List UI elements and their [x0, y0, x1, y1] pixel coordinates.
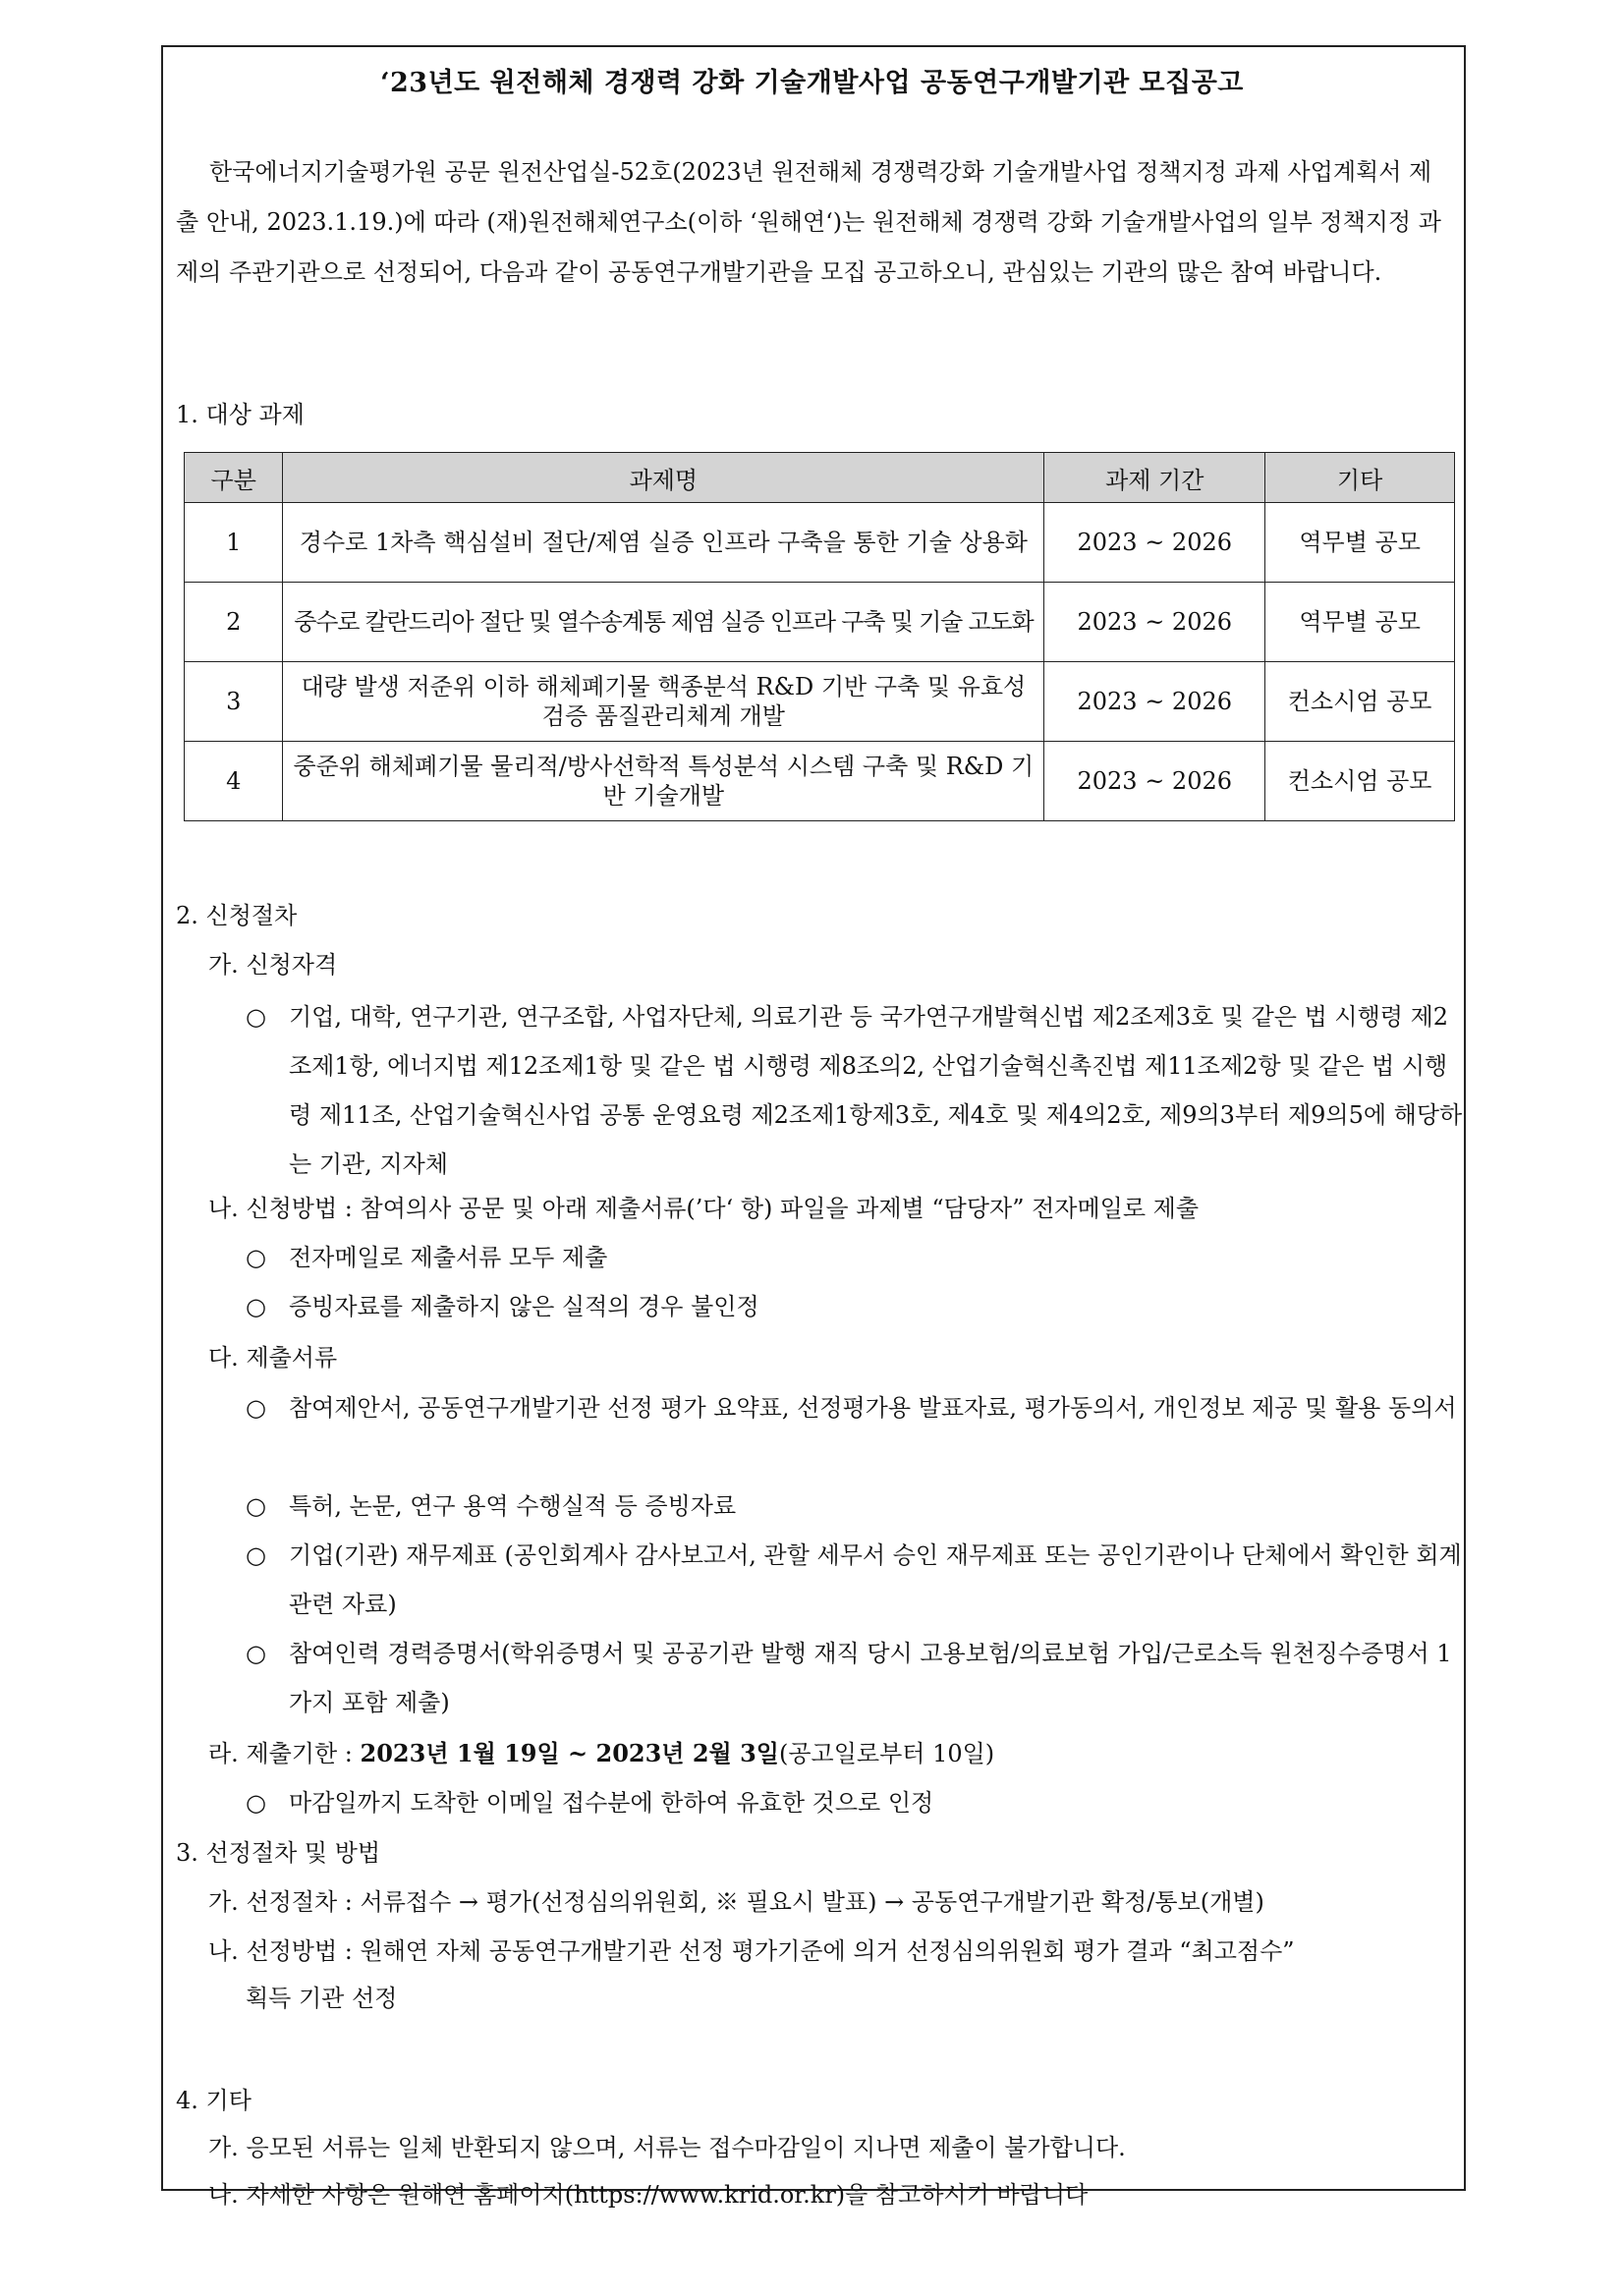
method-bullet-1 [246, 1233, 1464, 1282]
deadline-label: 라. 제출기한 : [208, 1740, 361, 1767]
cell-no: 3 [185, 662, 283, 742]
intro-paragraph: 한국에너지기술평가원 공문 원전산업실-52호(2023년 원전해체 경쟁력강화 기술개발사업 정책지정 과제 사업계획서 제출 안내, 2023.1.19.)에 따라 (재)원전해체연구소(이하 ‘원해연‘)는 원전해체 경쟁력 강화 기술개발사업의 일부 정책지정 과제의 주관기관으로 선정되어, 다음과 같이 공동연구개발기관을 모집 공고하오니, 관심있는 기관의 많은 참여 바랍니다. [176, 158, 1441, 286]
bullet-text: 특허, 논문, 연구 용역 수행실적 등 증빙자료 [289, 1492, 737, 1520]
bullet-text: 기업, 대학, 연구기관, 연구조합, 사업자단체, 의료기관 등 국가연구개발혁신법 제2조제3호 및 같은 법 시행령 제2조제1항, 에너지법 제12조제1항 및 같은 법 시행령 제8조의2, 산업기술혁신촉진법 제11조제2항 및 같은 법 시행령 제11조, 산업기술혁신사업 공통 운영요령 제2조제1항제3호, 제4호 및 제4의2호, 제9의3부터 제9의5에 해당하는 기관, 지자체 [289, 1003, 1463, 1178]
eligibility-bullet [246, 992, 1464, 1189]
cell-period: 2023 ~ 2026 [1044, 503, 1265, 583]
section1-heading: 1. 대상 과제 [176, 401, 305, 428]
bullet-mark: ○ [246, 1003, 266, 1031]
section3-na-cont: 획득 기관 선정 [246, 1985, 398, 2012]
section2-da-label: 다. 제출서류 [208, 1344, 338, 1372]
bullet-mark: ○ [246, 1293, 266, 1320]
header-etc: 기타 [1265, 453, 1455, 503]
cell-period: 2023 ~ 2026 [1044, 662, 1265, 742]
header-name: 과제명 [283, 453, 1044, 503]
table-row [185, 742, 1455, 821]
bullet-text: 참여인력 경력증명서(학위증명서 및 공공기관 발행 재직 당시 고용보험/의료보험 가입/근로소득 원천징수증명서 1가지 포함 제출) [289, 1640, 1452, 1716]
bullet-mark: ○ [246, 1244, 266, 1271]
docs-bullet-2 [246, 1482, 1464, 1531]
docs-bullet-1 [246, 1383, 1464, 1432]
table-row [185, 503, 1455, 583]
deadline-note: (공고일로부터 10일) [778, 1740, 995, 1767]
bullet-text: 마감일까지 도착한 이메일 접수분에 한하여 유효한 것으로 인정 [289, 1789, 934, 1817]
cell-etc: 역무별 공모 [1265, 583, 1455, 662]
cell-etc: 역무별 공모 [1265, 503, 1455, 583]
section2-ga-label: 가. 신청자격 [208, 951, 338, 979]
page-title: ‘23년도 원전해체 경쟁력 강화 기술개발사업 공동연구개발기관 모집공고 [380, 68, 1244, 98]
table-row [185, 583, 1455, 662]
cell-name: 경수로 1차측 핵심설비 절단/제염 실증 인프라 구축을 통한 기술 상용화 [283, 503, 1044, 583]
bullet-text: 기업(기관) 재무제표 (공인회계사 감사보고서, 관할 세무서 승인 재무제표 또는 공인기관이나 단체에서 확인한 회계관련 자료) [289, 1541, 1462, 1618]
method-bullet-2 [246, 1282, 1464, 1331]
section2-ra-label [208, 1734, 994, 1768]
deadline-date: 2023년 1월 19일 ~ 2023년 2월 3일 [360, 1739, 779, 1767]
cell-period: 2023 ~ 2026 [1044, 583, 1265, 662]
section3-ga: 가. 선정절차 : 서류접수 → 평가(선정심의위원회, ※ 필요시 발표) → 공동연구개발기관 확정/통보(개별) [208, 1888, 1264, 1916]
bullet-mark: ○ [246, 1492, 266, 1520]
docs-bullet-3 [246, 1531, 1464, 1629]
header-no: 구분 [185, 453, 283, 503]
bullet-text: 전자메일로 제출서류 모두 제출 [289, 1244, 608, 1271]
cell-name: 중수로 칼란드리아 절단 및 열수송계통 제염 실증 인프라 구축 및 기술 고도화 [283, 583, 1044, 662]
cell-etc: 컨소시엄 공모 [1265, 662, 1455, 742]
cell-name: 중준위 해체폐기물 물리적/방사선학적 특성분석 시스템 구축 및 R&D 기반 기술개발 [283, 742, 1044, 821]
section4-heading: 4. 기타 [176, 2087, 252, 2114]
table-header-row [185, 453, 1455, 503]
cell-no: 2 [185, 583, 283, 662]
section4-ga: 가. 응모된 서류는 일체 반환되지 않으며, 서류는 접수마감일이 지나면 제출이 불가합니다. [208, 2134, 1126, 2161]
deadline-bullet [246, 1778, 1464, 1827]
section3-na: 나. 선정방법 : 원해연 자체 공동연구개발기관 선정 평가기준에 의거 선정심의위원회 평가 결과 “최고점수” [208, 1937, 1295, 1965]
section2-heading: 2. 신청절차 [176, 902, 298, 929]
section4-na: 나. 자세한 사항은 원해연 홈페이지(https://www.krid.or.kr)을 참고하시기 바랍니다 [208, 2181, 1089, 2209]
bullet-text: 참여제안서, 공동연구개발기관 선정 평가 요약표, 선정평가용 발표자료, 평가동의서, 개인정보 제공 및 활용 동의서 [289, 1394, 1457, 1422]
task-table [184, 452, 1455, 821]
cell-no: 4 [185, 742, 283, 821]
bullet-mark: ○ [246, 1640, 266, 1667]
bullet-mark: ○ [246, 1789, 266, 1817]
bullet-mark: ○ [246, 1541, 266, 1569]
cell-name: 대량 발생 저준위 이하 해체폐기물 핵종분석 R&D 기반 구축 및 유효성 검증 품질관리체계 개발 [283, 662, 1044, 742]
cell-no: 1 [185, 503, 283, 583]
docs-bullet-4 [246, 1629, 1464, 1727]
bullet-mark: ○ [246, 1394, 266, 1422]
table-row [185, 662, 1455, 742]
section2-na-label: 나. 신청방법 : 참여의사 공문 및 아래 제출서류(’다‘ 항) 파일을 과제별 “담당자” 전자메일로 제출 [208, 1195, 1200, 1222]
cell-etc: 컨소시엄 공모 [1265, 742, 1455, 821]
header-period: 과제 기간 [1044, 453, 1265, 503]
cell-period: 2023 ~ 2026 [1044, 742, 1265, 821]
section3-heading: 3. 선정절차 및 방법 [176, 1839, 381, 1867]
bullet-text: 증빙자료를 제출하지 않은 실적의 경우 불인정 [289, 1293, 759, 1320]
